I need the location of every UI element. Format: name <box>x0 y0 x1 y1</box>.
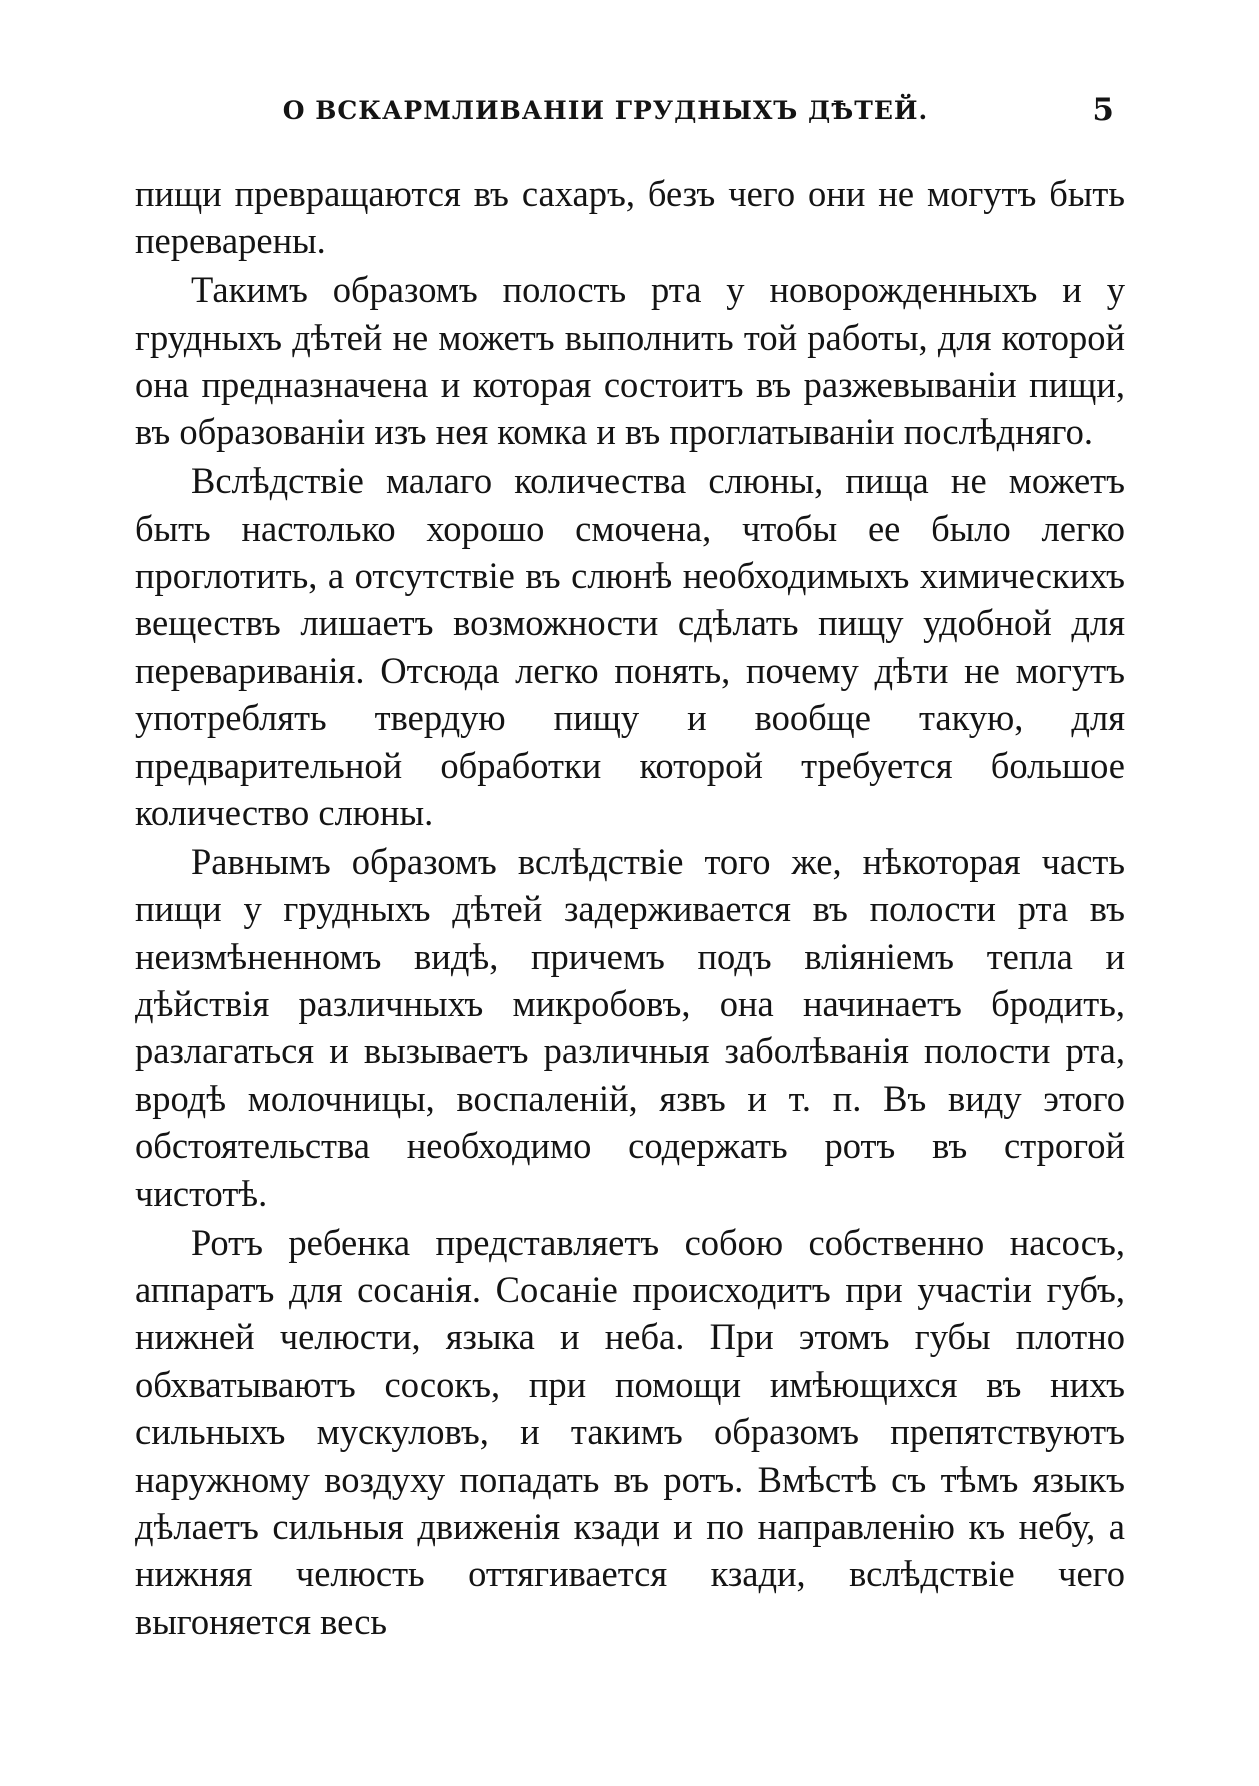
running-title: О ВСКАРМЛИВАНІИ ГРУДНЫХЪ ДѢТЕЙ. <box>282 96 929 125</box>
paragraph-5: Ротъ ребенка представляетъ собою собственно насосъ, аппаратъ для сосанія. Сосаніе происходитъ при участіи губъ, нижней челюсти, языка и неба. При этомъ губы плотно обхватываютъ сосокъ, при помощи имѣющихся въ нихъ сильныхъ мускуловъ, и такимъ образомъ препятствуютъ наружному воздуху попадать въ ротъ. Вмѣстѣ съ тѣмъ языкъ дѣлаетъ сильныя движенія кзади и по направленію къ небу, а нижняя челюсть оттягивается кзади, вслѣдствіе чего выгоняется весь <box>135 1221 1125 1642</box>
running-head <box>133 92 1118 136</box>
page-number: 5 <box>1092 92 1114 128</box>
paragraph-1: пищи превращаются въ сахаръ, безъ чего они не могутъ быть переварены. <box>135 173 1125 262</box>
body-text <box>135 170 1125 1647</box>
paragraph-2: Такимъ образомъ полость рта у новорожденныхъ и у грудныхъ дѣтей не можетъ выполнить той работы, для которой она предназначена и которая состоитъ въ разжевываніи пищи, въ образованіи изъ нея комка и въ проглатываніи послѣдняго. <box>135 269 1125 453</box>
paragraph-4: Равнымъ образомъ вслѣдствіе того же, нѣкоторая часть пищи у грудныхъ дѣтей задерживается въ полости рта въ неизмѣненномъ видѣ, причемъ подъ вліяніемъ тепла и дѣйствія различныхъ микробовъ, она начинаетъ бродить, разлагаться и вызываетъ различныя заболѣванія полости рта, вродѣ молочницы, воспаленій, язвъ и т. п. Въ виду этого обстоятельства необходимо содержать ротъ въ строгой чистотѣ. <box>135 840 1125 1214</box>
paragraph-3: Вслѣдствіе малаго количества слюны, пища не можетъ быть настолько хорошо смочена, чтобы ее было легко проглотить, а отсутствіе въ слюнѣ необходимыхъ химическихъ веществъ лишаетъ возможности сдѣлать пищу удобной для перевариванія. Отсюда легко понять, почему дѣти не могутъ употреблять твердую пищу и вообще такую, для предварительной обработки которой требуется большое количество слюны. <box>135 460 1125 834</box>
